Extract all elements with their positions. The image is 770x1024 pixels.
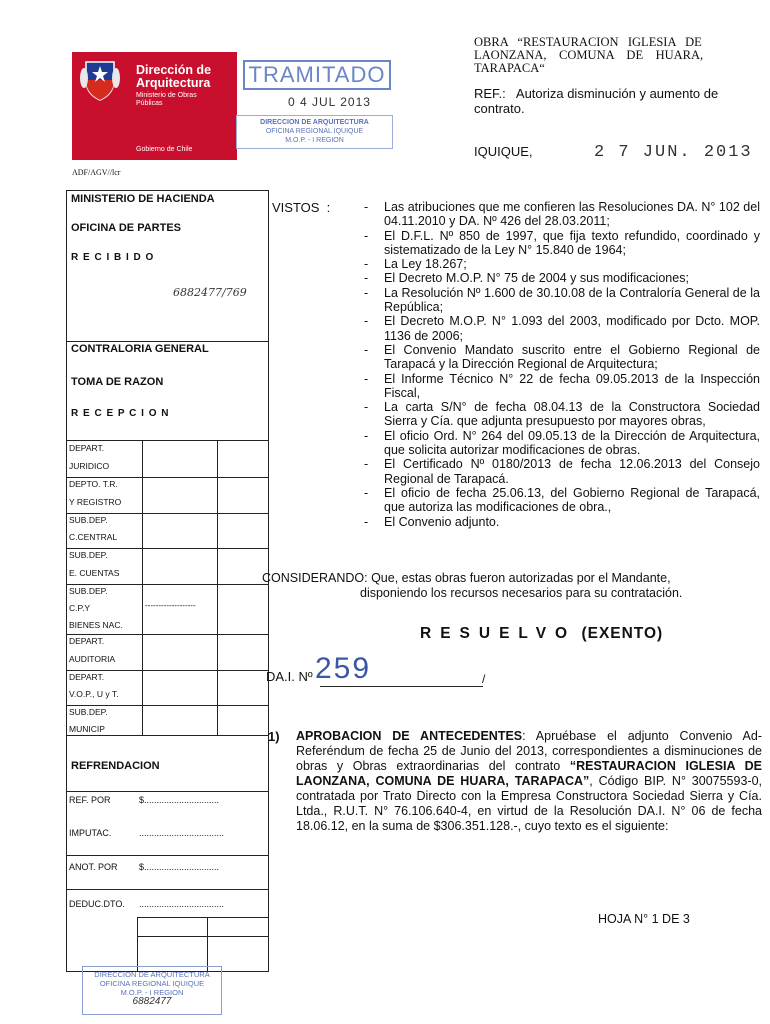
divider — [67, 791, 268, 792]
considerando-label: CONSIDERANDO: — [262, 571, 368, 585]
imputac-label: IMPUTAC. — [69, 828, 112, 838]
row-label: C.CENTRAL — [69, 532, 118, 542]
stamp-line2: OFICINA REGIONAL IQUIQUE — [265, 128, 364, 135]
ref-por-value: $.............................. — [139, 795, 220, 805]
vistos-item: - El Convenio Mandato suscrito entre el Gobierno Regional de Tarapacá y la Dirección Regional de Arquitectura; — [364, 343, 760, 372]
grid-line — [142, 440, 143, 735]
vistos-item: - La Resolución Nº 1.600 de 30.10.08 de la Contraloría General de la República; — [364, 286, 760, 315]
deduc-label: DEDUC.DTO. — [69, 899, 125, 909]
obra-line3: TARAPACA“ — [474, 61, 545, 75]
logo-footer: Gobierno de Chile — [136, 146, 193, 153]
divider — [67, 513, 268, 514]
row-label: AUDITORIA — [69, 654, 116, 664]
logo-line2: Arquitectura — [136, 76, 211, 90]
divider — [67, 548, 268, 549]
row-label: C.P.Y — [69, 603, 91, 613]
obra-line1: OBRA “RESTAURACION IGLESIA DE — [474, 35, 702, 49]
tramitado-stamp: TRAMITADO — [243, 60, 391, 90]
contraloria-label: CONTRALORIA GENERAL — [71, 343, 209, 355]
cpy-dashes: ------------------- — [145, 601, 196, 610]
bottom-stamp-number: 6882477 — [132, 996, 172, 1007]
row-label: V.O.P., U y T. — [69, 689, 119, 699]
divider — [67, 855, 268, 856]
stamp-line3: M.O.P. - I REGION — [285, 137, 344, 144]
divider — [67, 670, 268, 671]
vistos-label: VISTOS : — [272, 200, 331, 215]
toma-razon-label: TOMA DE RAZON — [71, 376, 164, 388]
row-label: SUB.DEP. — [69, 707, 108, 717]
row-label: DEPART. — [69, 636, 105, 646]
ministerio-label: MINISTERIO DE HACIENDA — [71, 193, 215, 205]
bottom-stamp-line1: DIRECCION DE ARQUITECTURA — [94, 970, 210, 979]
row-label: SUB.DEP. — [69, 515, 108, 525]
left-form — [66, 190, 269, 972]
grid-line — [207, 917, 208, 971]
vistos-item: - El Certificado Nº 0180/2013 de fecha 12.06.2013 del Consejo Regional de Tarapacá. — [364, 457, 760, 486]
row-label: DEPTO. T.R. — [69, 479, 118, 489]
divider — [67, 477, 268, 478]
row-label: DEPART. — [69, 672, 105, 682]
item1-obra: “RESTAURACION IGLESIA DE LAONZANA, COMUNA DE HUARA, TARAPACA” — [296, 759, 762, 788]
divider — [67, 440, 268, 441]
row-label: E. CUENTAS — [69, 568, 120, 578]
vistos-item: - El Informe Técnico N° 22 de fecha 09.05.2013 de la Inspección Fiscal, — [364, 372, 760, 401]
anot-por-label: ANOT. POR — [69, 862, 118, 872]
row-label: BIENES NAC. — [69, 620, 123, 630]
proceso-handwritten: 6882477/769 — [173, 286, 247, 299]
document-date-stamp: 2 7 JUN. 2013 — [594, 143, 753, 162]
divider — [67, 735, 268, 736]
obra-title — [474, 36, 760, 75]
ref-por-label: REF. POR — [69, 795, 111, 805]
resuelvo-exento: (EXENTO) — [581, 625, 664, 642]
row-label: MUNICIP — [69, 724, 105, 734]
vistos-item: - Las atribuciones que me confieren las Resoluciones DA. N° 102 del 04.11.2010 y DA. Nº 426 del 28.03.2011; — [364, 200, 760, 229]
vistos-item: - El oficio Ord. N° 264 del 09.05.13 de la Dirección de Arquitectura, que solicita autorizar modificaciones de obras. — [364, 429, 760, 458]
vistos-item: - La carta S/N° de fecha 08.04.13 de la Constructora Sociedad Sierra y Cía. que adjunta presupuesto por mayores obras, — [364, 400, 760, 429]
dai-label: DA.I. Nº — [266, 669, 313, 684]
divider — [137, 917, 268, 918]
initials: ADF/AGV//lcr — [72, 168, 121, 177]
dai-number: 259 — [315, 652, 372, 685]
obra-line2: LAONZANA, COMUNA DE HUARA, — [474, 48, 704, 62]
considerando-text1: Que, estas obras fueron autorizadas por el Mandante, — [371, 571, 671, 585]
refrendacion-label: REFRENDACION — [71, 760, 160, 772]
item1-text-a: : Apruébase el adjunto Convenio Ad-Referéndum de fecha 25 de Junio del 2013, correspondientes a disminuciones de obras y Obras extraordinarias del contrato — [296, 729, 762, 773]
vistos-item: - La Ley 18.267; — [364, 257, 760, 271]
row-label: Y REGISTRO — [69, 497, 122, 507]
logo-line3: Ministerio de Obras — [136, 92, 197, 99]
considerando — [262, 571, 762, 601]
recibido-label: R E C I B I D O — [71, 252, 155, 263]
logo-line1: Dirección de — [136, 63, 212, 77]
vistos-list — [364, 200, 760, 529]
vistos-item: - El oficio de fecha 25.06.13, del Gobierno Regional de Tarapacá, que autoriza las modificaciones de obra., — [364, 486, 760, 515]
vistos-item: - El Decreto M.O.P. N° 1.093 del 2003, modificado por Dcto. MOP. 1136 de 2006; — [364, 314, 760, 343]
row-label: JURIDICO — [69, 461, 110, 471]
tramitado-date: 0 4 JUL 2013 — [288, 95, 371, 109]
item1-title: APROBACION DE ANTECEDENTES — [296, 729, 523, 743]
grid-line — [137, 917, 138, 971]
item1-number: 1) — [268, 729, 280, 744]
resuelvo-heading — [420, 625, 663, 643]
dai-underline — [320, 686, 483, 687]
direccion-arquitectura-logo — [72, 52, 237, 160]
bottom-office-stamp — [82, 966, 222, 1015]
city: IQUIQUE, — [474, 144, 533, 159]
stamp-line1: DIRECCION DE ARQUITECTURA — [260, 119, 369, 126]
chile-coat-of-arms-icon — [80, 58, 120, 102]
resuelvo-word: RESUELVO — [420, 625, 577, 642]
deduc-value: .................................. — [139, 899, 225, 909]
divider — [67, 634, 268, 635]
row-label: SUB.DEP. — [69, 586, 108, 596]
divider — [67, 889, 268, 890]
row-label: DEPART. — [69, 443, 105, 453]
anot-por-value: $.............................. — [139, 862, 220, 872]
dai-slash: / — [482, 672, 486, 686]
divider — [67, 584, 268, 585]
imputac-value: .................................. — [139, 828, 225, 838]
divider — [67, 341, 268, 342]
vistos-item: - El Decreto M.O.P. N° 75 de 2004 y sus modificaciones; — [364, 271, 760, 285]
item1-text-b: , Código BIP. N° 30075593-0, contratada por Trato Directo con la Empresa Constructora Sociedad Sierra y Cía. Ltda., R.U.T. N° 76.106.640-4, en virtud de la Resolución DA.I. N° 06 de fecha 18.06.12, en la suma de $306.351.128.-, cuyo texto es el siguiente: — [296, 774, 762, 833]
considerando-text2: disponiendo los recursos necesarios para su contratación. — [360, 586, 683, 600]
row-label: SUB.DEP. — [69, 550, 108, 560]
grid-line — [217, 440, 218, 735]
item1-text — [296, 729, 762, 834]
bottom-stamp-line2: OFICINA REGIONAL IQUIQUE — [99, 979, 205, 988]
oficina-partes-label: OFICINA DE PARTES — [71, 222, 182, 234]
ref-line: REF.: Autoriza disminución y aumento de contrato. — [474, 86, 722, 116]
vistos-item: - El D.F.L. Nº 850 de 1997, que fija texto refundido, coordinado y sistematizado de la Ley N° 15.840 de 1964; — [364, 229, 760, 258]
bottom-stamp-line3: M.O.P. - I REGION — [120, 988, 184, 997]
page-number: HOJA N° 1 DE 3 — [598, 912, 690, 926]
divider — [67, 705, 268, 706]
vistos-item: - El Convenio adjunto. — [364, 515, 760, 529]
divider — [137, 936, 268, 937]
recepcion-label: R E C E P C I O N — [71, 408, 170, 419]
tramitado-office-stamp — [236, 115, 393, 149]
logo-line4: Públicas — [136, 100, 163, 107]
